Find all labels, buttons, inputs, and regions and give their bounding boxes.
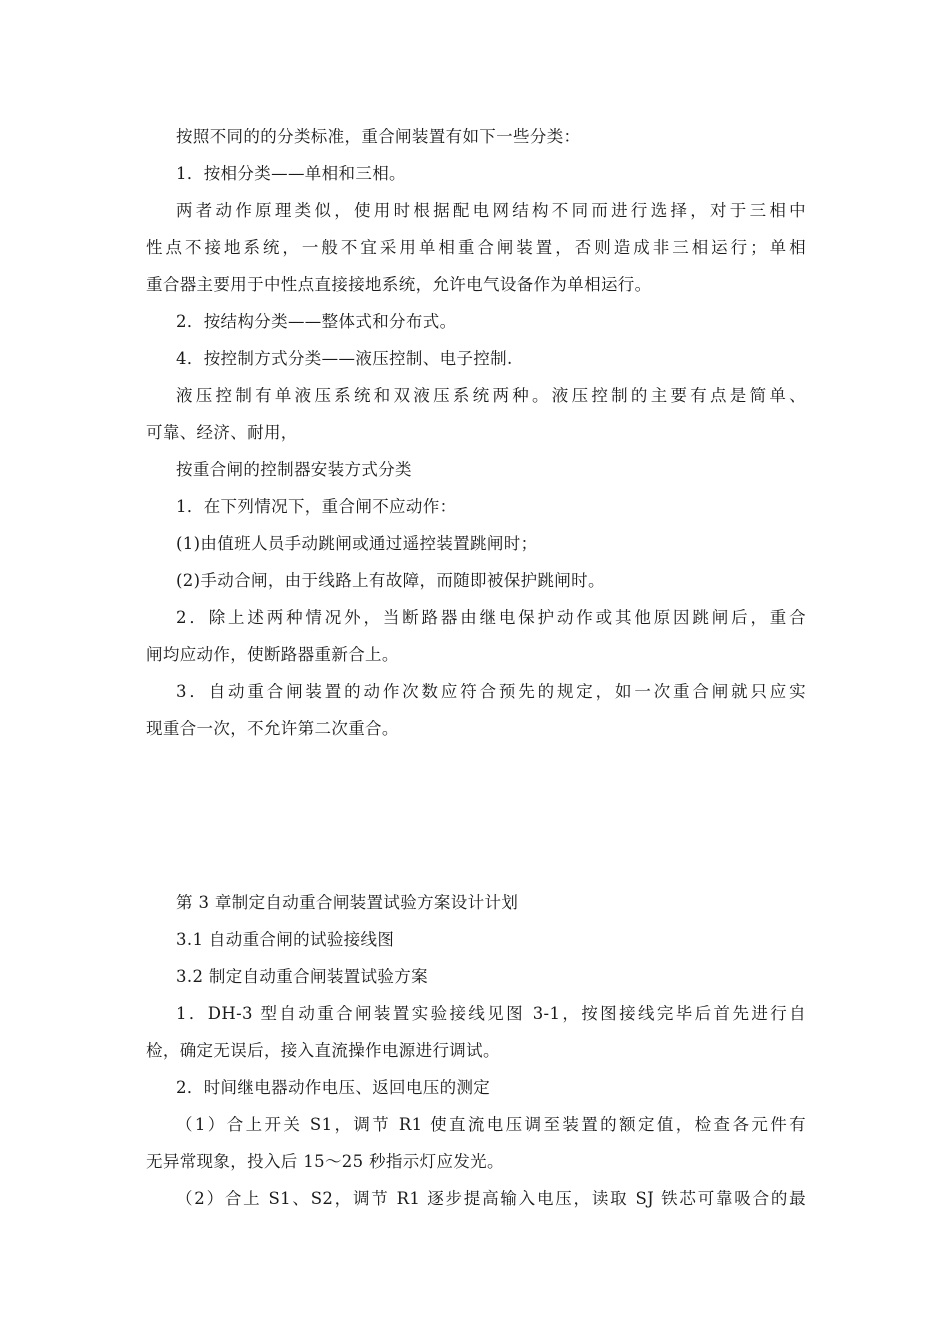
paragraph-phase-detail-line3: 重合器主要用于中性点直接接地系统，允许电气设备作为单相运行。 bbox=[146, 275, 652, 294]
paragraph-hydraulic-line2: 可靠、经济、耐用， bbox=[146, 423, 298, 442]
paragraph-case-manual-trip: (1)由值班人员手动跳闸或通过遥控装置跳闸时； bbox=[176, 534, 538, 553]
chapter-title: 第 3 章制定自动重合闸装置试验方案设计计划 bbox=[176, 893, 519, 912]
paragraph-phase-detail-line2: 性点不接地系统，一般不宜采用单相重合闸装置，否则造成非三相运行；单相 bbox=[146, 238, 806, 257]
paragraph-classification-intro: 按照不同的的分类标准，重合闸装置有如下一些分类： bbox=[176, 127, 581, 146]
paragraph-operation-count-line2: 现重合一次，不允许第二次重合。 bbox=[146, 719, 399, 738]
paragraph-phase-classification: 1．按相分类——单相和三相。 bbox=[176, 164, 406, 183]
paragraph-should-not-operate: 1．在下列情况下，重合闸不应动作： bbox=[176, 497, 457, 516]
paragraph-wiring-line1: 1．DH-3 型自动重合闸装置实验接线见图 3-1，按图接线完毕后首先进行自 bbox=[176, 1004, 806, 1023]
paragraph-relay-voltage-test: 2．时间继电器动作电压、返回电压的测定 bbox=[176, 1078, 491, 1097]
paragraph-should-operate-line2: 闸均应动作，使断路器重新合上。 bbox=[146, 645, 399, 664]
paragraph-control-classification: 4．按控制方式分类——液压控制、电子控制. bbox=[176, 349, 513, 368]
section-heading-3-1: 3.1 自动重合闸的试验接线图 bbox=[176, 930, 395, 949]
paragraph-should-operate-line1: 2．除上述两种情况外，当断路器由继电保护动作或其他原因跳闸后，重合 bbox=[176, 608, 806, 627]
paragraph-hydraulic-line1: 液压控制有单液压系统和双液压系统两种。液压控制的主要有点是简单、 bbox=[176, 386, 806, 405]
paragraph-step1-line2: 无异常现象，投入后 15～25 秒指示灯应发光。 bbox=[146, 1152, 504, 1171]
paragraph-step2-line1: （2）合上 S1、S2，调节 R1 逐步提高输入电压，读取 SJ 铁芯可靠吸合的最 bbox=[176, 1189, 806, 1208]
paragraph-controller-install: 按重合闸的控制器安装方式分类 bbox=[176, 460, 412, 479]
section-heading-3-2: 3.2 制定自动重合闸装置试验方案 bbox=[176, 967, 428, 986]
paragraph-case-manual-close: (2)手动合闸，由于线路上有故障，而随即被保护跳闸时。 bbox=[176, 571, 605, 590]
paragraph-phase-detail-line1: 两者动作原理类似，使用时根据配电网结构不同而进行选择，对于三相中 bbox=[176, 201, 806, 220]
paragraph-operation-count-line1: 3．自动重合闸装置的动作次数应符合预先的规定，如一次重合闸就只应实 bbox=[176, 682, 806, 701]
paragraph-wiring-line2: 检，确定无误后，接入直流操作电源进行调试。 bbox=[146, 1041, 500, 1060]
paragraph-structure-classification: 2．按结构分类——整体式和分布式。 bbox=[176, 312, 457, 331]
paragraph-step1-line1: （1）合上开关 S1，调节 R1 使直流电压调至装置的额定值，检查各元件有 bbox=[176, 1115, 806, 1134]
